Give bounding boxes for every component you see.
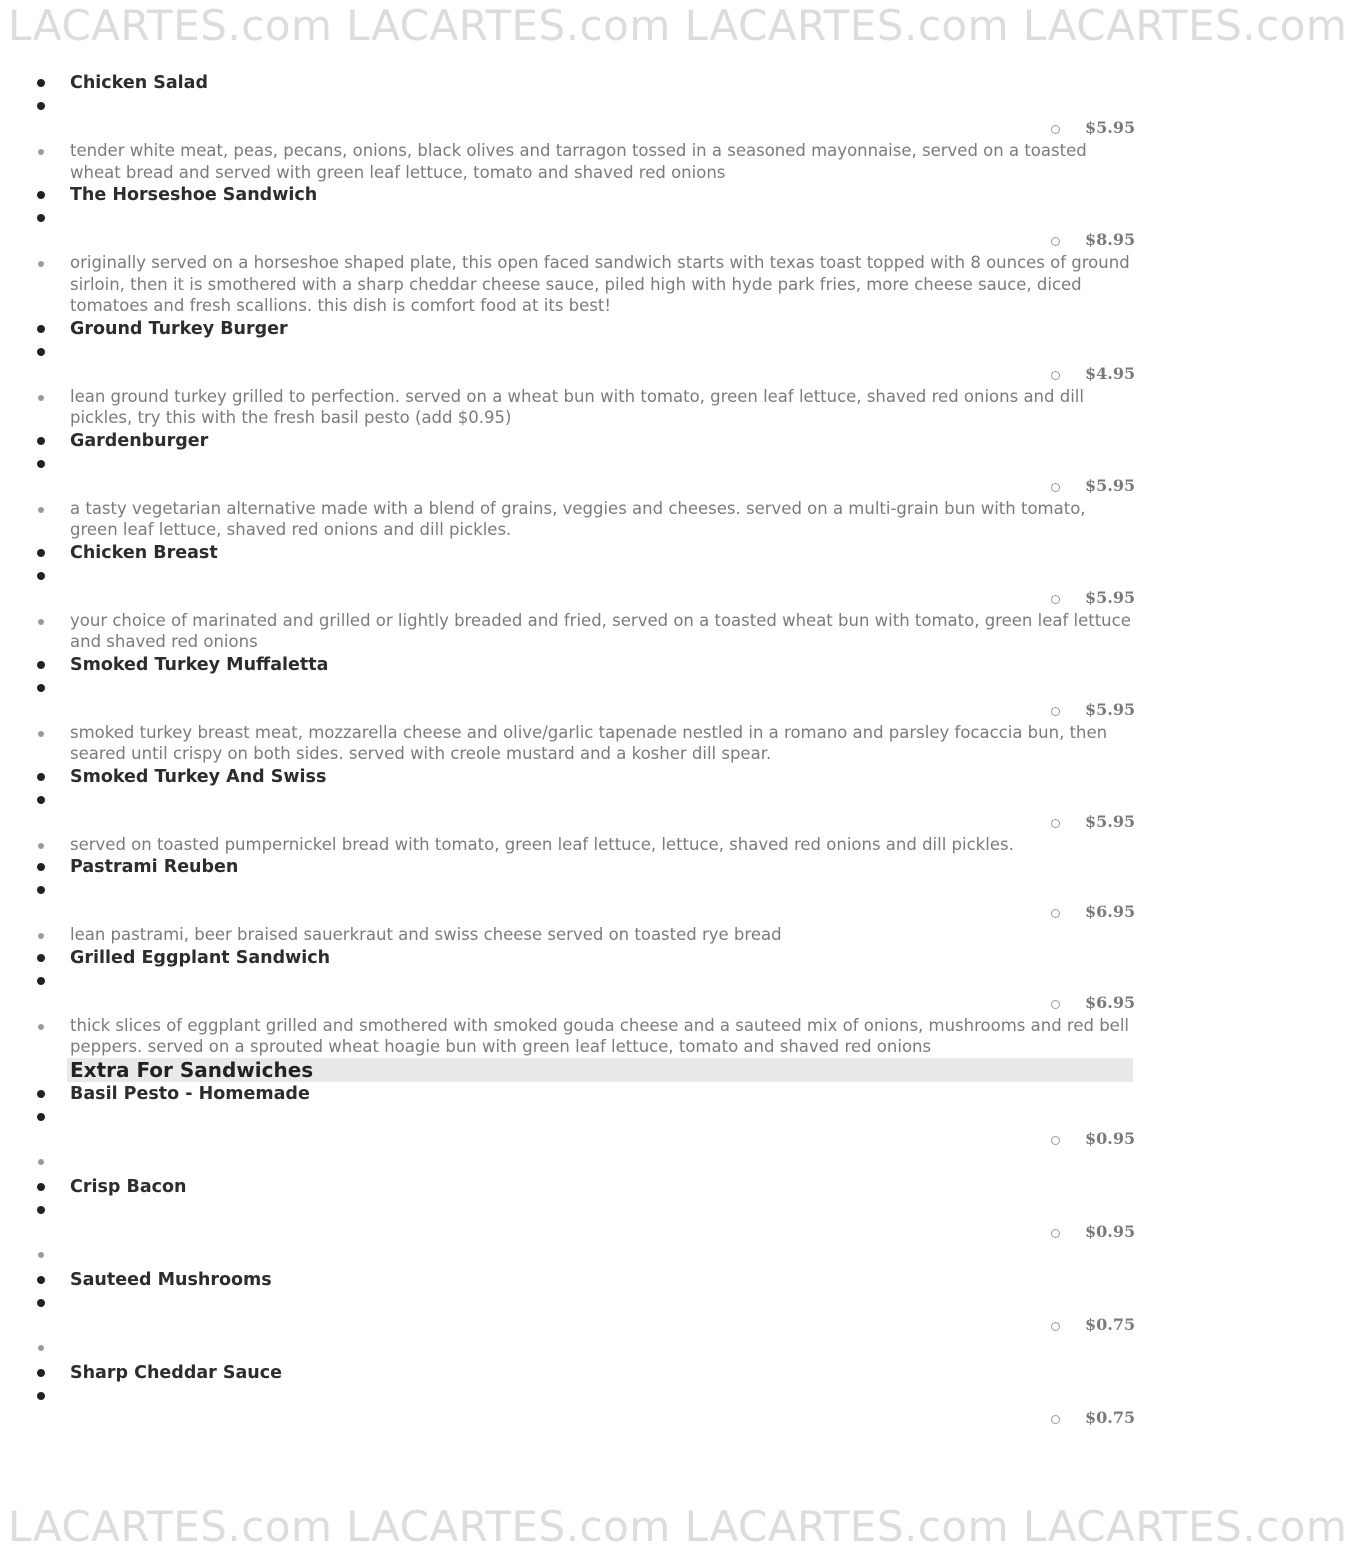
item-name: Crisp Bacon	[70, 1176, 187, 1197]
empty-list-item	[0, 878, 1200, 901]
bullet-icon	[37, 954, 45, 962]
bullet-icon	[37, 1299, 45, 1307]
bullet-icon	[38, 1252, 44, 1258]
item-name: Gardenburger	[70, 430, 209, 451]
item-description: a tasty vegetarian alternative made with a blend of grains, veggies and cheeses. served on a multi-grain bun with tomato, green leaf lettuce, shaved red onions and dill pickles.	[70, 498, 1086, 539]
empty-list-item	[0, 788, 1200, 811]
item-price: $6.95	[1085, 902, 1136, 921]
bullet-icon	[37, 79, 45, 87]
item-price-row	[0, 1407, 1200, 1430]
bullet-icon	[37, 773, 45, 781]
item-name-row	[0, 71, 1200, 94]
item-name-row	[0, 541, 1200, 564]
bullet-icon	[38, 619, 44, 625]
item-description: smoked turkey breast meat, mozzarella cheese and olive/garlic tapenade nestled in a romano and parsley focaccia bun, then seared until crispy on both sides. served with creole mustard and a kosher dill spear.	[70, 722, 1108, 763]
bullet-icon	[37, 863, 45, 871]
circle-bullet-icon	[1051, 483, 1060, 492]
bullet-icon	[38, 731, 44, 737]
bullet-icon	[37, 1113, 45, 1121]
item-description: tender white meat, peas, pecans, onions, black olives and tarragon tossed in a seasoned mayonnaise, served on a toasted wheat bread and served with green leaf lettuce, tomato and shaved red onions	[70, 141, 1087, 182]
item-price: $5.95	[1085, 699, 1136, 719]
empty-list-item	[0, 1244, 1200, 1268]
item-price-row	[0, 901, 1200, 924]
item-price: $6.95	[1085, 992, 1136, 1012]
item-name-row	[0, 1361, 1200, 1384]
item-name: Smoked Turkey Muffaletta	[70, 654, 329, 675]
item-price-row	[0, 117, 1200, 140]
bullet-icon	[37, 460, 45, 468]
circle-bullet-icon	[1051, 909, 1060, 918]
item-description: your choice of marinated and grilled or lightly breaded and fried, served on a toasted wheat bun with tomato, green leaf lettuce and shaved red onions	[70, 610, 1131, 651]
circle-bullet-icon	[1051, 595, 1060, 604]
empty-list-item	[0, 452, 1200, 475]
circle-bullet-icon	[1051, 1136, 1060, 1145]
bullet-icon	[37, 348, 45, 356]
item-description-row	[0, 610, 1200, 653]
item-price: $0.95	[1085, 1221, 1136, 1241]
bullet-icon	[37, 325, 45, 333]
bullet-icon	[37, 572, 45, 580]
empty-list-item	[0, 1198, 1200, 1221]
item-name: The Horseshoe Sandwich	[70, 185, 318, 205]
circle-bullet-icon	[1051, 1000, 1060, 1009]
item-price-row	[0, 475, 1200, 498]
item-name: Sharp Cheddar Sauce	[70, 1362, 282, 1383]
bullet-icon	[37, 796, 45, 804]
item-description-row	[0, 1015, 1200, 1058]
item-name-row	[0, 317, 1200, 340]
watermark-top: LACARTES.com LACARTES.com LACARTES.com LACARTES.com	[8, 1, 1347, 50]
item-description: lean pastrami, beer braised sauerkraut and swiss cheese served on toasted rye bread	[70, 925, 782, 944]
item-price: $0.95	[1085, 1128, 1136, 1148]
empty-list-item	[0, 1384, 1200, 1407]
item-name: Pastrami Reuben	[70, 857, 239, 877]
item-price-row	[0, 699, 1200, 722]
bullet-icon	[38, 933, 44, 939]
item-price: $5.95	[1085, 118, 1136, 137]
circle-bullet-icon	[1051, 1415, 1060, 1424]
section-header	[67, 1058, 1133, 1082]
menu-list	[0, 71, 1200, 1430]
item-price: $4.95	[1085, 363, 1136, 383]
bullet-icon	[37, 1392, 45, 1400]
empty-list-item	[0, 340, 1200, 363]
item-price: $0.75	[1085, 1407, 1136, 1427]
item-description-row	[0, 834, 1200, 856]
watermark-bottom: LACARTES.com LACARTES.com LACARTES.com LACARTES.com	[8, 1502, 1347, 1551]
bullet-icon	[38, 149, 44, 155]
bullet-icon	[37, 1206, 45, 1214]
empty-list-item	[0, 206, 1200, 229]
circle-bullet-icon	[1051, 371, 1060, 380]
item-name-row	[0, 946, 1200, 969]
bullet-icon	[38, 507, 44, 513]
item-name: Chicken Salad	[70, 73, 209, 93]
bullet-icon	[37, 1183, 45, 1191]
bullet-icon	[37, 1369, 45, 1377]
item-name-row	[0, 183, 1200, 206]
item-price-row	[0, 1221, 1200, 1244]
item-name: Chicken Breast	[70, 542, 218, 563]
bullet-icon	[37, 1090, 45, 1098]
circle-bullet-icon	[1051, 1229, 1060, 1238]
section-title: Extra For Sandwiches	[70, 1057, 314, 1082]
circle-bullet-icon	[1051, 819, 1060, 828]
circle-bullet-icon	[1051, 1322, 1060, 1331]
item-description-row	[0, 498, 1200, 541]
item-name: Grilled Eggplant Sandwich	[70, 947, 331, 968]
item-price-row	[0, 229, 1200, 252]
item-name: Basil Pesto - Homemade	[70, 1083, 310, 1104]
empty-list-item	[0, 564, 1200, 587]
item-name-row	[0, 1175, 1200, 1198]
bullet-icon	[37, 977, 45, 985]
item-name-row	[0, 653, 1200, 676]
bullet-icon	[37, 102, 45, 110]
item-name-row	[0, 765, 1200, 788]
item-price: $5.95	[1085, 587, 1136, 607]
item-description: thick slices of eggplant grilled and smothered with smoked gouda cheese and a sauteed mix of onions, mushrooms and red bell peppers. served on a sprouted wheat hoagie bun with green leaf lettuce, tomato and shaved red onions	[70, 1015, 1130, 1056]
item-name: Smoked Turkey And Swiss	[70, 766, 327, 787]
item-name-row	[0, 429, 1200, 452]
bullet-icon	[37, 191, 45, 199]
item-name-row	[0, 855, 1200, 878]
bullet-icon	[37, 214, 45, 222]
empty-list-item	[0, 94, 1200, 117]
circle-bullet-icon	[1051, 707, 1060, 716]
item-price: $5.95	[1085, 811, 1136, 831]
circle-bullet-icon	[1051, 125, 1060, 134]
bullet-icon	[37, 549, 45, 557]
bullet-icon	[37, 661, 45, 669]
bullet-icon	[38, 395, 44, 401]
item-name-row	[0, 1082, 1200, 1105]
empty-list-item	[0, 1291, 1200, 1314]
item-name: Sauteed Mushrooms	[70, 1269, 272, 1290]
item-price-row	[0, 363, 1200, 386]
empty-list-item	[0, 1151, 1200, 1175]
item-description: originally served on a horseshoe shaped plate, this open faced sandwich starts with texas toast topped with 8 ounces of ground sirloin, then it is smothered with a sharp cheddar cheese sauce, piled high with hyde park fries, more cheese sauce, diced tomatoes and fresh scallions. this dish is comfort food at its best!	[70, 253, 1130, 315]
bullet-icon	[38, 1159, 44, 1165]
bullet-icon	[38, 1024, 44, 1030]
empty-list-item	[0, 1105, 1200, 1128]
item-description: served on toasted pumpernickel bread with tomato, green leaf lettuce, lettuce, shaved red onions and dill pickles.	[70, 834, 1014, 854]
empty-list-item	[0, 676, 1200, 699]
item-description-row	[0, 924, 1200, 946]
item-name-row	[0, 1268, 1200, 1291]
empty-list-item	[0, 1337, 1200, 1361]
item-price-row	[0, 811, 1200, 834]
item-description-row	[0, 252, 1200, 317]
bullet-icon	[37, 1276, 45, 1284]
item-price-row	[0, 1314, 1200, 1337]
bullet-icon	[38, 843, 44, 849]
item-price-row	[0, 587, 1200, 610]
item-name: Ground Turkey Burger	[70, 318, 288, 339]
bullet-icon	[37, 886, 45, 894]
bullet-icon	[38, 1345, 44, 1351]
item-price-row	[0, 992, 1200, 1015]
bullet-icon	[37, 437, 45, 445]
item-description-row	[0, 722, 1200, 765]
empty-list-item	[0, 969, 1200, 992]
item-price: $0.75	[1085, 1314, 1136, 1334]
item-description-row	[0, 140, 1200, 183]
item-price: $8.95	[1085, 230, 1136, 249]
item-description-row	[0, 386, 1200, 429]
item-price: $5.95	[1085, 475, 1136, 495]
item-description: lean ground turkey grilled to perfection. served on a wheat bun with tomato, green leaf lettuce, shaved red onions and dill pickles, try this with the fresh basil pesto (add $0.95)	[70, 386, 1084, 427]
item-price-row	[0, 1128, 1200, 1151]
bullet-icon	[38, 261, 44, 267]
circle-bullet-icon	[1051, 237, 1060, 246]
bullet-icon	[37, 684, 45, 692]
